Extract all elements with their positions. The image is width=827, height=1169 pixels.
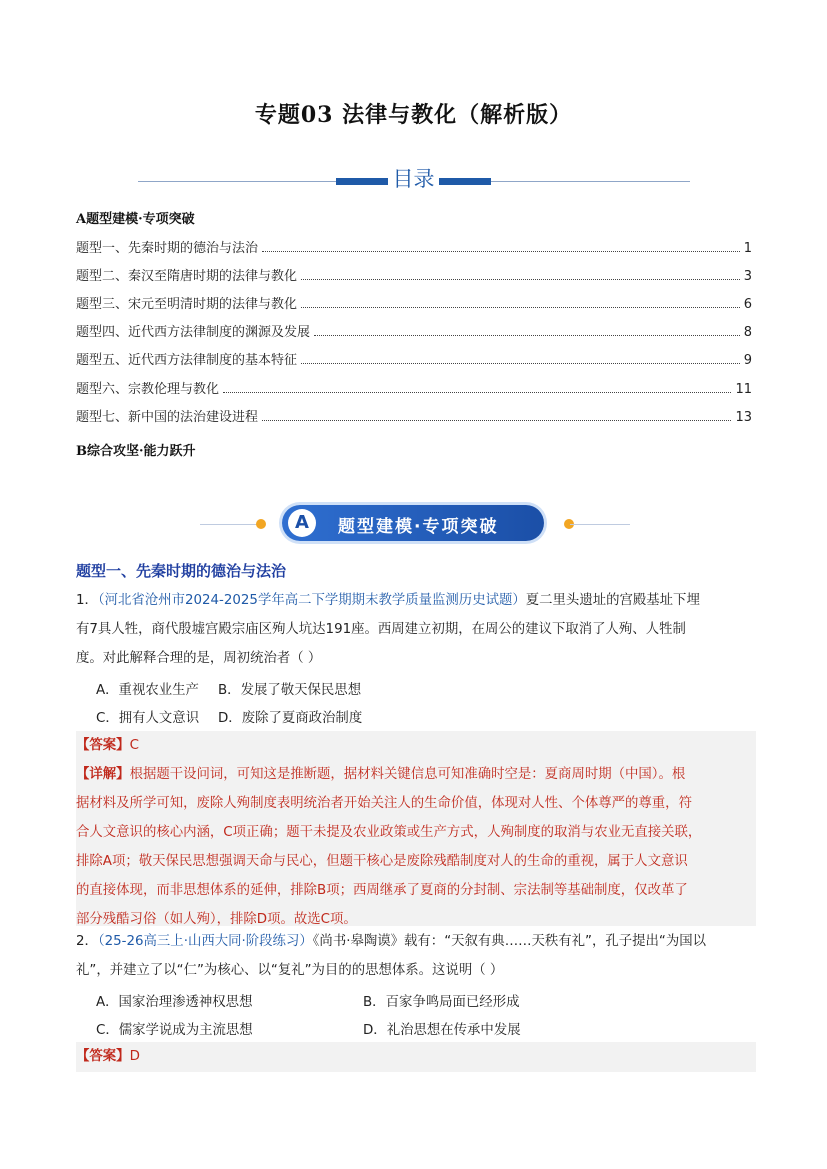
- toc-item[interactable]: [76, 405, 752, 425]
- toc-item-page: 13: [735, 410, 752, 425]
- banner-letter-badge: A: [288, 509, 316, 537]
- toc-section-a: A题型建模·专项突破: [76, 212, 195, 227]
- toc-item[interactable]: [76, 348, 752, 368]
- toc-leader-dots: [262, 419, 731, 421]
- q2-line-2: 礼”，并建立了以“仁”为核心、以“复礼”为目的的思想体系。这说明（ ）: [76, 963, 504, 978]
- q1-detail-line: 据材料及所学可知，废除人殉制度表明统治者开始关注人的生命价值，体现对人性、个体尊严的尊重，符: [76, 796, 692, 811]
- q1-detail-line: 【详解】根据题干设问词，可知这是推断题，据材料关键信息可知准确时空是：夏商周时期（中国）。根: [76, 767, 686, 782]
- toc-heading: 目录: [388, 163, 439, 193]
- toc-accent-bar-right: [439, 178, 491, 185]
- banner-text: 题型建模·专项突破: [338, 517, 499, 537]
- toc-leader-dots: [301, 306, 740, 308]
- q2-answer: [76, 1042, 756, 1071]
- q1-source: （河北省沧州市2024-2025学年高二下学期期末教学质量监测历史试题）: [97, 593, 526, 608]
- q2-option-a[interactable]: A．国家治理渗透神权思想: [96, 995, 253, 1010]
- q1-option-c[interactable]: C．拥有人文意识: [96, 711, 200, 726]
- toc-item[interactable]: [76, 377, 752, 397]
- q2-option-b[interactable]: B．百家争鸣局面已经形成: [363, 995, 520, 1010]
- q1-number: 1．: [76, 593, 98, 608]
- toc-item[interactable]: [76, 236, 752, 256]
- q2-line1-text: 《尚书·皋陶谟》载有：“天叙有典……天秩有礼”，孔子提出“为国以: [312, 934, 707, 949]
- banner-line-left: [200, 524, 260, 525]
- question-2-stem: [76, 927, 756, 985]
- q1-detail-line: 合人文意识的核心内涵，C项正确；题干未提及农业政策或生产方式，人殉制度的取消与农业无直接关联，: [76, 825, 702, 840]
- type-heading: 题型一、先秦时期的德治与法治: [76, 562, 287, 580]
- toc-leader-dots: [301, 278, 740, 280]
- q1-line1-text: 夏二里头遗址的宫殿基址下埋: [525, 593, 700, 608]
- toc-leader-dots: [262, 250, 740, 252]
- toc-item-label: 题型四、近代西方法律制度的渊源及发展: [76, 325, 311, 340]
- section-banner: [200, 505, 630, 543]
- q1-detail-line: 部分残酷习俗（如人殉），排除D项。故选C项。: [76, 912, 357, 927]
- question-1-stem: [76, 586, 756, 673]
- q1-line-2: 有7具人牲，商代殷墟宫殿宗庙区殉人坑达191座。西周建立初期，在周公的建议下取消了人殉、人牲制: [76, 622, 686, 637]
- toc-item-page: 8: [743, 325, 752, 340]
- toc-item-label: 题型一、先秦时期的德治与法治: [76, 241, 259, 256]
- q2-option-d[interactable]: D．礼治思想在传承中发展: [363, 1023, 521, 1038]
- q2-number: 2．: [76, 934, 98, 949]
- toc-item-page: 6: [743, 297, 752, 312]
- q1-option-b[interactable]: B．发展了敬天保民思想: [218, 683, 362, 698]
- toc-item-page: 3: [743, 269, 752, 284]
- toc-section-b[interactable]: B综合攻坚·能力跃升: [76, 444, 196, 459]
- q1-option-d[interactable]: D．废除了夏商政治制度: [218, 711, 363, 726]
- toc-item-label: 题型七、新中国的法治建设进程: [76, 410, 259, 425]
- toc-leader-dots: [314, 334, 740, 336]
- q1-option-a[interactable]: A．重视农业生产: [96, 683, 199, 698]
- toc-item[interactable]: [76, 292, 752, 312]
- toc-accent-bar-left: [336, 178, 388, 185]
- toc-leader-dots: [223, 391, 731, 393]
- toc-header: [138, 165, 690, 195]
- q2-source: （25-26高三上·山西大同·阶段练习）: [97, 934, 313, 949]
- toc-item-label: 题型六、宗教伦理与教化: [76, 382, 220, 397]
- page-title: 专题03 法律与教化（解析版）: [254, 102, 573, 128]
- q1-detail-line: 排除A项；敬天保民思想强调天命与民心，但题干核心是废除残酷制度对人的生命的重视，属于人文意识: [76, 854, 688, 869]
- q1-answer: [76, 731, 756, 760]
- q2-answer-value: D: [129, 1049, 140, 1064]
- q2-line-1: [76, 927, 756, 956]
- toc-item[interactable]: [76, 264, 752, 284]
- q1-answer-box: [76, 731, 756, 926]
- q1-line-1: [76, 586, 756, 615]
- toc-item[interactable]: [76, 320, 752, 340]
- q1-detail-label: 【详解】: [76, 767, 130, 782]
- q1-answer-label: 【答案】: [76, 738, 130, 753]
- q2-option-c[interactable]: C．儒家学说成为主流思想: [96, 1023, 253, 1038]
- banner-pill: [282, 505, 544, 541]
- toc-item-page: 1: [743, 241, 752, 256]
- q2-answer-label: 【答案】: [76, 1049, 130, 1064]
- q1-line-3: 度。对此解释合理的是，周初统治者（ ）: [76, 651, 322, 666]
- toc-item-page: 9: [743, 353, 752, 368]
- banner-dot-left: [256, 519, 266, 529]
- q1-detail-line: 的直接体现，而非思想体系的延伸，排除B项；西周继承了夏商的分封制、宗法制等基础制度，仅改革了: [76, 883, 688, 898]
- q1-answer-value: C: [129, 738, 139, 753]
- toc-item-page: 11: [735, 382, 752, 397]
- toc-item-label: 题型三、宋元至明清时期的法律与教化: [76, 297, 298, 312]
- banner-line-right: [570, 524, 630, 525]
- toc-leader-dots: [301, 362, 740, 364]
- q2-answer-box: [76, 1042, 756, 1072]
- toc-item-label: 题型五、近代西方法律制度的基本特征: [76, 353, 298, 368]
- toc-item-label: 题型二、秦汉至隋唐时期的法律与教化: [76, 269, 298, 284]
